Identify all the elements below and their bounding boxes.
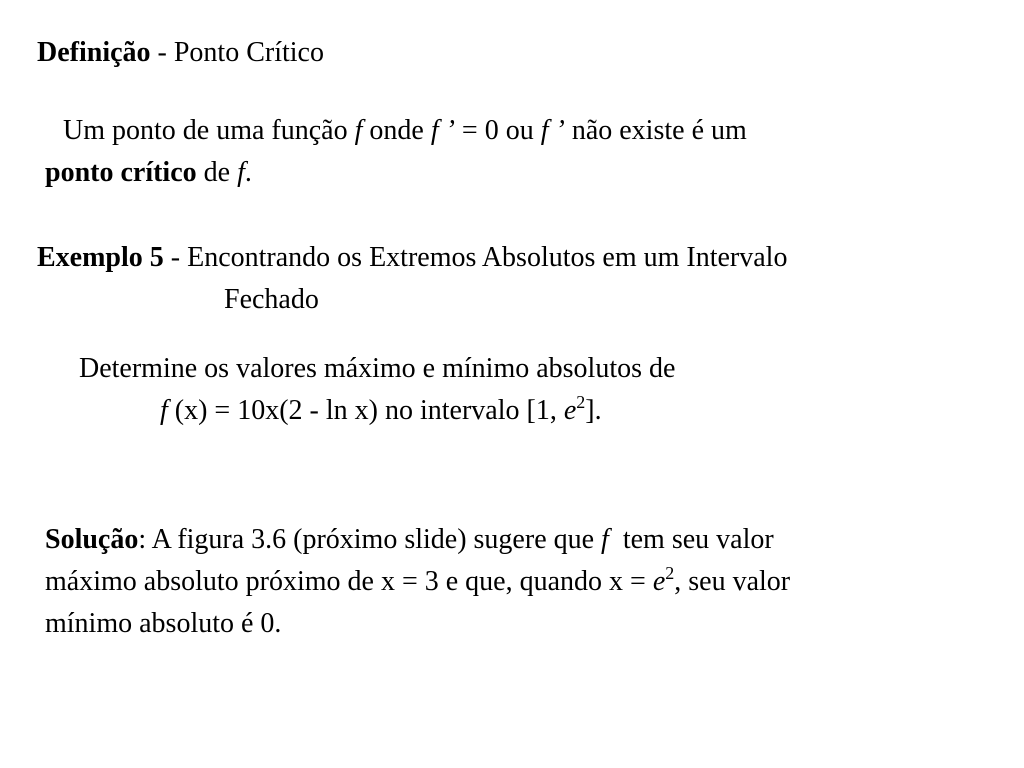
definition-line-1 bbox=[63, 114, 747, 148]
derivative-symbol: f ’ bbox=[540, 115, 565, 146]
solution-text: , seu valor bbox=[674, 566, 791, 597]
example-heading bbox=[37, 241, 787, 275]
example-text: (x) = 10x(2 - ln x) no intervalo [1, bbox=[167, 395, 564, 426]
definition-heading bbox=[37, 36, 324, 70]
function-symbol: f bbox=[354, 115, 363, 146]
solution-text: mínimo absoluto é 0. bbox=[45, 608, 282, 639]
solution-line-2 bbox=[45, 565, 790, 599]
example-line-1 bbox=[79, 352, 675, 386]
solution-text: máximo absoluto próximo de x = 3 e que, quando x = bbox=[45, 566, 653, 597]
function-symbol: f bbox=[601, 524, 609, 555]
exponent: 2 bbox=[665, 563, 675, 583]
example-text: ]. bbox=[585, 395, 602, 426]
definition-text: não existe é um bbox=[564, 115, 747, 146]
example-heading-continued bbox=[224, 283, 319, 317]
constant-e: e bbox=[652, 566, 666, 597]
solution-line-3 bbox=[45, 607, 281, 641]
solution-label: Solução bbox=[45, 524, 139, 555]
example-text: Determine os valores máximo e mínimo absolutos de bbox=[79, 353, 676, 384]
constant-e: e bbox=[563, 395, 577, 426]
solution-text: tem seu valor bbox=[608, 524, 774, 555]
solution-text: : A figura 3.6 (próximo slide) sugere que bbox=[138, 524, 602, 555]
derivative-symbol: f ’ bbox=[430, 115, 455, 146]
function-symbol: f bbox=[160, 395, 168, 426]
example-line-2 bbox=[160, 394, 602, 428]
definition-line-2 bbox=[45, 156, 252, 190]
example-title-rest: - Encontrando os Extremos Absolutos em um Intervalo bbox=[163, 242, 788, 273]
example-title-cont: Fechado bbox=[224, 284, 319, 315]
definition-text: de bbox=[196, 157, 238, 188]
definition-text: onde bbox=[362, 115, 431, 146]
solution-line-1 bbox=[45, 523, 774, 557]
example-title-bold: Exemplo 5 bbox=[37, 242, 164, 273]
definition-title-rest: - Ponto Crítico bbox=[150, 37, 324, 68]
exponent: 2 bbox=[576, 392, 586, 412]
function-symbol: f bbox=[237, 157, 245, 188]
definition-title-bold: Definição bbox=[37, 37, 151, 68]
definition-text: . bbox=[244, 157, 252, 188]
term-critical-point: ponto crítico bbox=[45, 157, 197, 188]
definition-text: = 0 ou bbox=[454, 115, 541, 146]
definition-text: Um ponto de uma função bbox=[63, 115, 355, 146]
